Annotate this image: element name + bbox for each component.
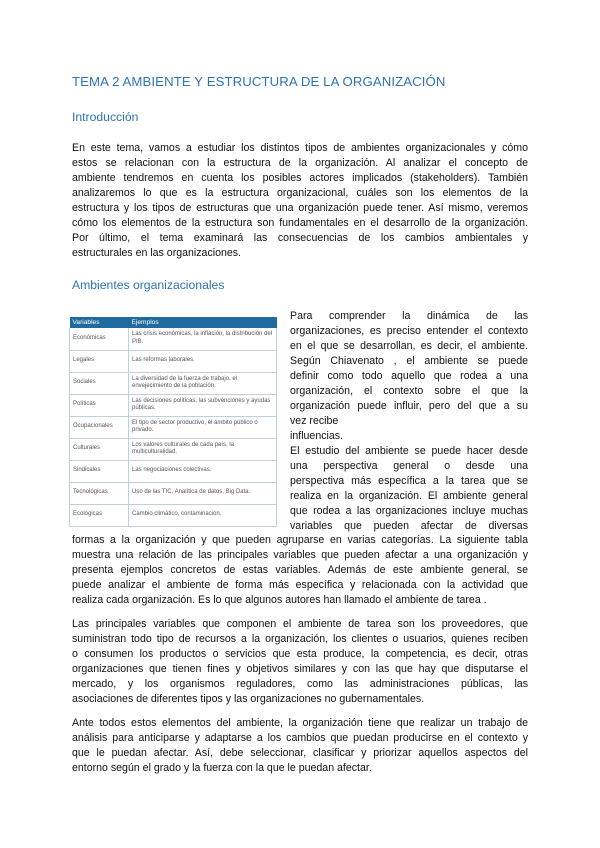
text-line: o consumen los productos o servicios que esta produce, la competencia, es decir, otras xyxy=(72,648,528,660)
table-cell-example: Los valores culturales de cada país, la multiculturalidad. xyxy=(129,438,277,460)
text-line: estructura y los tipos de estructuras que una organización puede tener. Así mismo, veremos xyxy=(72,202,528,214)
task-environment-paragraph xyxy=(72,617,528,707)
analysis-paragraph xyxy=(72,716,528,776)
text-line: puede analizar el ambiente de forma más específica y relacionada con la actividad que xyxy=(72,579,528,591)
text-line: formas a la organización y que pueden agruparse en varias categorías. La siguiente tabla xyxy=(72,534,528,546)
table-cell-example: Cambio climático, contaminación. xyxy=(129,504,277,526)
table-cell-example: El tipo de sector productivo, el ámbito público o privado. xyxy=(129,416,277,438)
text-line: En este tema, vamos a estudiar los distintos tipos de ambientes organizacionales y cómo xyxy=(72,142,528,154)
text-line: estructurales en las organizaciones. xyxy=(72,247,242,259)
text-line: influencias. xyxy=(290,430,343,442)
text-line: organizaciones, es preciso entender el contexto xyxy=(290,325,528,337)
table-cell-example: Las negociaciones colectivas. xyxy=(129,460,277,482)
table-row xyxy=(70,350,277,372)
table-row xyxy=(70,482,277,504)
text-line: Las principales variables que componen el ambiente de tarea son los proveedores, que xyxy=(72,618,528,630)
heading-introduccion: Introducción xyxy=(72,110,139,124)
table-cell-example: Las crisis económicas, la inflación, la distribución del PIB. xyxy=(129,328,277,350)
text-line: que le puedan afectar. Así, debe seleccionar, clasificar y priorizar aquellos aspectos del xyxy=(72,747,528,759)
table-cell-example: Las decisiones políticas, las subvenciones y ayudas públicas. xyxy=(129,394,277,416)
text-line: organización puede influir, pero del que a su xyxy=(290,400,528,412)
text-line: ambiente tendremos en cuenta los posibles actores implicados (stakeholders). También xyxy=(72,172,528,184)
text-line: en el que se desarrollan, es decir, el ambiente. xyxy=(290,340,528,352)
text-line: realiza en la organización. El ambiente general xyxy=(290,490,528,502)
table-cell-variable: Ocupacionales xyxy=(70,416,129,438)
text-line: organización, el contexto sobre el que la xyxy=(290,385,528,397)
table-row xyxy=(70,328,277,350)
text-line: Por último, el tema examinará las consecuencias de los cambios ambientales y xyxy=(72,232,528,244)
intro-paragraph xyxy=(72,141,528,261)
text-line: vez recibe xyxy=(290,415,339,427)
table-header-ejemplos: Ejemplos xyxy=(129,317,277,328)
text-line: mercado, y los organismos reguladores, como las administraciones públicas, las xyxy=(72,678,528,690)
text-line: organizaciones que tienen fines y objetivos similares y con las que hay que disputarse el xyxy=(72,663,528,675)
text-line: Ante todos estos elementos del ambiente, la organización tiene que realizar un trabajo de xyxy=(72,717,528,729)
text-line: entorno según el grado y la fuerza con la que le puedan afectar. xyxy=(72,762,372,774)
table-cell-variable: Tecnológicas xyxy=(70,482,129,504)
text-line: una perspectiva general o desde una xyxy=(290,460,528,472)
text-line: Según Chiavenato , el ambiente se puede xyxy=(290,355,528,367)
page-title: TEMA 2 AMBIENTE Y ESTRUCTURA DE LA ORGANIZACIÓN xyxy=(72,74,446,89)
text-line: muestra una relación de las principales variables que pueden afectar a una organización y xyxy=(72,549,528,561)
table-header-variables: Variables xyxy=(70,317,129,328)
table-row xyxy=(70,438,277,460)
text-line: variables que pueden afectar de diversas xyxy=(290,520,528,532)
text-line: análisis para anticiparse y adaptarse a los cambios que puedan producirse en el contexto y xyxy=(72,732,528,744)
variables-table xyxy=(69,317,277,527)
table-cell-variable: Legales xyxy=(70,350,129,372)
text-line: cómo los elementos de la estructura son fundamentales en el desarrollo de la organización. xyxy=(72,217,528,229)
table-row xyxy=(70,394,277,416)
side-paragraph xyxy=(290,309,528,534)
table-cell-example: Las reformas laborales. xyxy=(129,350,277,372)
text-line: definir como todo aquello que rodea a una xyxy=(290,370,528,382)
text-line: asociaciones de diferentes tipos y las organizaciones no gubernamentales. xyxy=(72,693,425,705)
table-cell-variable: Económicas xyxy=(70,328,129,350)
text-line: analizaremos lo que es la estructura organizacional, cuáles son los elementos de la xyxy=(72,187,528,199)
text-line: Para comprender la dinámica de las xyxy=(290,310,528,322)
text-line: que rodea a las organizaciones incluye muchas xyxy=(290,505,528,517)
table-row xyxy=(70,460,277,482)
text-line: El estudio del ambiente se puede hacer desde xyxy=(290,445,528,457)
table-cell-variable: Ecológicas xyxy=(70,504,129,526)
table-row xyxy=(70,504,277,526)
general-environment-paragraph xyxy=(72,533,528,608)
table-row xyxy=(70,416,277,438)
text-line: estos se relacionan con la estructura de la organización. Al analizar el concepto de xyxy=(72,157,528,169)
table-cell-variable: Sindicales xyxy=(70,460,129,482)
table-cell-example: Uso de las TIC, Analítica de datos, Big Data. xyxy=(129,482,277,504)
text-line: perspectiva más específica a la tarea que se xyxy=(290,475,528,487)
heading-ambientes: Ambientes organizacionales xyxy=(72,278,225,292)
table-cell-example: La diversidad de la fuerza de trabajo, el envejecimiento de la población. xyxy=(129,372,277,394)
text-line: suministran todo tipo de recursos a la organización, los clientes o usuarios, quienes reciben xyxy=(72,633,528,645)
table-cell-variable: Culturales xyxy=(70,438,129,460)
table-cell-variable: Políticas xyxy=(70,394,129,416)
text-line: presenta ejemplos concretos de estas variables. Además de este ambiente general, se xyxy=(72,564,528,576)
text-line: realiza cada organización. Es lo que algunos autores han llamado el ambiente de tarea . xyxy=(72,594,487,606)
table-cell-variable: Sociales xyxy=(70,372,129,394)
table-row xyxy=(70,372,277,394)
